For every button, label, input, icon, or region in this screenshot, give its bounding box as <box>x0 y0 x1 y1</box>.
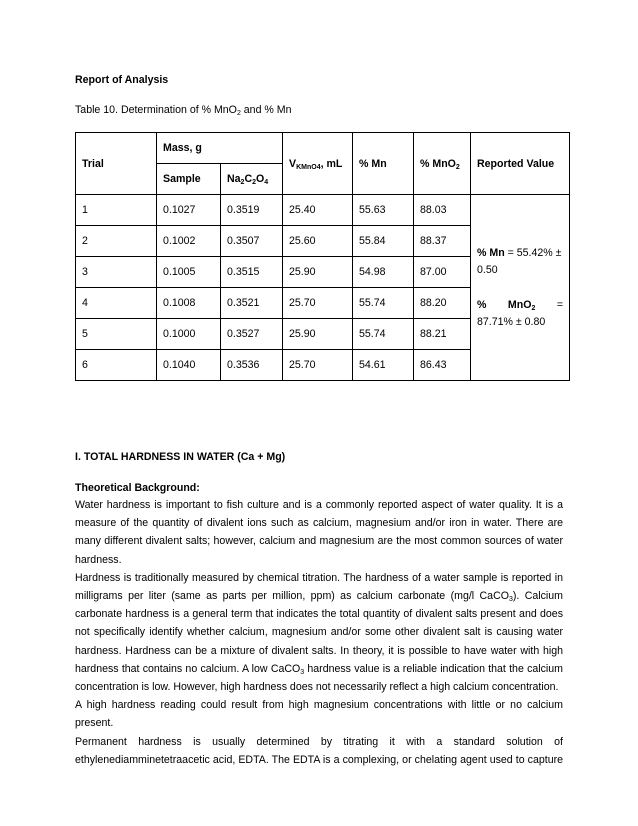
table-caption-suffix: and % Mn <box>240 104 292 116</box>
paragraph: A high hardness reading could result from high magnesium concentrations with little or no calcium present. <box>75 699 563 730</box>
header-reported-value: Reported Value <box>471 133 570 195</box>
table-caption-sub: 2 <box>236 110 241 117</box>
table-header-row-1 <box>76 133 570 164</box>
reported-mn: % Mn = 55.42% ± <box>477 246 562 259</box>
table-row: 2 0.1002 0.3507 25.60 55.84 88.37 <box>76 226 570 257</box>
header-volume: $V_{KMnO4}$, mL <box>283 133 353 195</box>
table-row: 4 0.1008 0.3521 25.70 55.74 88.20 <box>76 288 570 319</box>
body-text <box>75 496 563 769</box>
header-mass: Mass, g <box>157 133 283 164</box>
reported-value-cell: % Mn = 55.42% ± 0.50 % MnO$_2$ = 87.71% ± 0.80 <box>471 195 570 381</box>
section-subheading: Theoretical Background: <box>75 482 200 494</box>
analysis-table <box>75 132 570 381</box>
header-trial: Trial <box>76 133 157 195</box>
header-na2c2o4: $Na_2C_2O_4$ <box>221 164 283 195</box>
table-caption <box>75 104 292 116</box>
section-heading: I. TOTAL HARDNESS IN WATER (Ca + Mg) <box>75 451 286 463</box>
table-row: 5 0.1000 0.3527 25.90 55.74 88.21 <box>76 319 570 350</box>
table-caption-text: Table 10. Determination of % MnO <box>75 104 237 116</box>
table-row: 6 0.1040 0.3536 25.70 54.61 86.43 <box>76 350 570 381</box>
paragraph: Water hardness is important to fish culture and is a commonly reported aspect of water quality. It is a measure of the quantity of divalent ions such as calcium, magnesium and/or iron in water. There are many different divalent salts; however, calcium and magnesium are the most common sources of water hardness. <box>75 499 563 566</box>
header-sample: Sample <box>157 164 221 195</box>
report-title: Report of Analysis <box>75 74 169 86</box>
header-pct-mno2: % MnO$_2$ <box>414 133 471 195</box>
table-row: 1 0.1027 0.3519 25.40 55.63 88.03 % Mn = 55.42% ± 0.50 % MnO$_2$ = 87.71% ± 0.80 <box>76 195 570 226</box>
paragraph: Hardness is traditionally measured by chemical titration. The hardness of a water sample is reported in milligrams per liter (same as parts per million, ppm) as calcium carbonate (mg/l CaCO$_3$). Calcium carbonate hardness is a general term that indicates the total quantity of divalent salts present and does not specifically identify whether calcium, magnesium and/or some other divalent salt is causing water hardness. Hardness can be a mixture of divalent salts. In theory, it is possible to have water with high hardness that contains no calcium. A low CaCO$_3$ hardness value is a reliable indication that the calcium concentration is low. However, high hardness does not necessarily reflect a high calcium concentration. <box>75 571 564 694</box>
header-pct-mn: % Mn <box>353 133 414 195</box>
table-row: 3 0.1005 0.3515 25.90 54.98 87.00 <box>76 257 570 288</box>
reported-mno2: % MnO$_2$ = <box>477 298 564 312</box>
paragraph: Permanent hardness is usually determined by titrating it with a standard solution of ethylenediamminetetraacetic acid, EDTA. The EDTA is a complexing, or chelating agent used to capture <box>75 735 563 766</box>
